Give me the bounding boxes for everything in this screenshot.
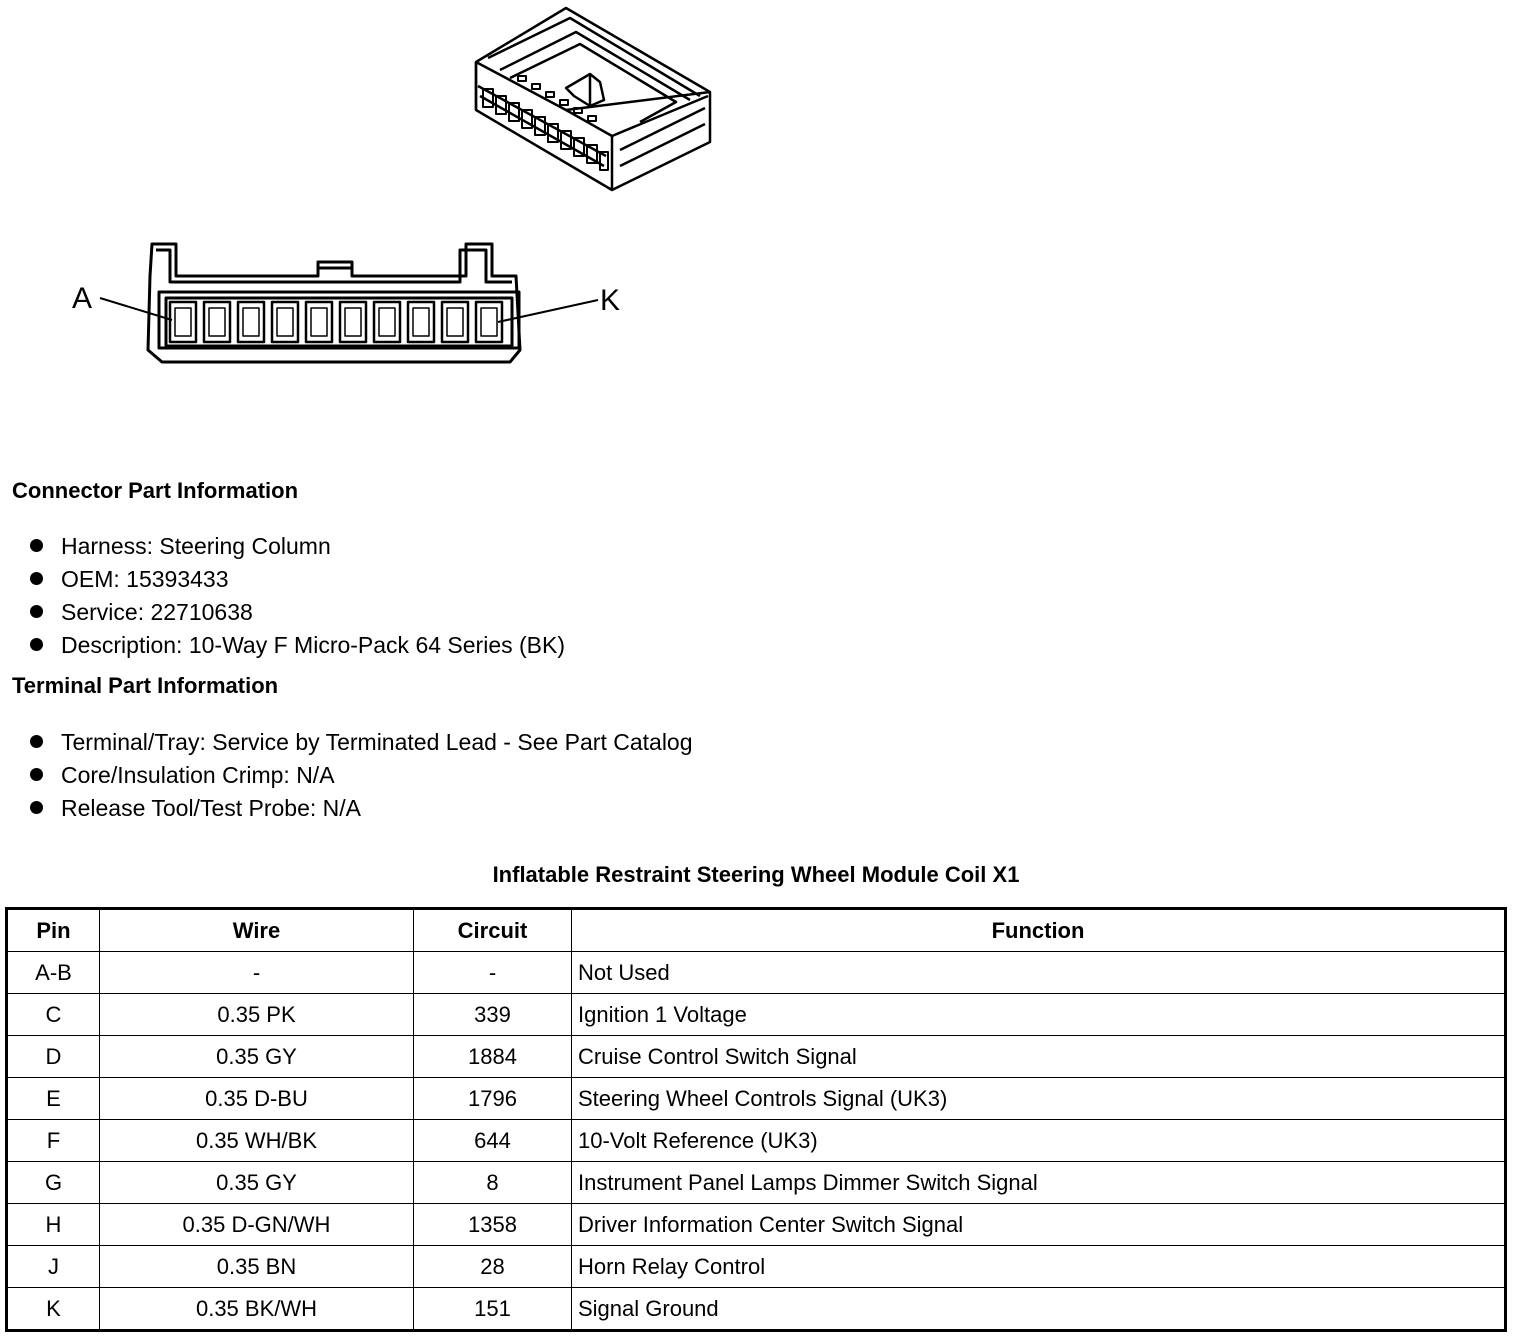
bullet-icon (30, 735, 43, 748)
table-title: Inflatable Restraint Steering Wheel Module Coil X1 (492, 862, 1020, 887)
pin-cell: A-B (7, 952, 100, 994)
list-item: Service: 22710638 (30, 596, 565, 629)
pin-cell: K (7, 1288, 100, 1331)
bullet-icon (30, 572, 43, 585)
circuit-cell: 28 (414, 1246, 572, 1288)
pinout-table (5, 907, 1507, 1332)
function-column-header: Function (572, 909, 1506, 952)
wire-column-header: Wire (100, 909, 414, 952)
bullet-icon (30, 638, 43, 651)
table-row (7, 994, 1506, 1036)
terminal-part-heading: Terminal Part Information (12, 673, 279, 698)
wire-cell: 0.35 BK/WH (100, 1288, 414, 1331)
circuit-cell: 8 (414, 1162, 572, 1204)
circuit-cell: 644 (414, 1120, 572, 1162)
pin-column-header: Pin (7, 909, 100, 952)
circuit-cell: 151 (414, 1288, 572, 1331)
table-row (7, 952, 1506, 994)
bullet-icon (30, 768, 43, 781)
pin-cell: D (7, 1036, 100, 1078)
bullet-icon (30, 605, 43, 618)
table-header-row (7, 909, 1506, 952)
table-row (7, 1078, 1506, 1120)
connector-isometric-drawing (476, 8, 710, 190)
table-row (7, 1204, 1506, 1246)
table-row (7, 1288, 1506, 1331)
function-cell: Not Used (572, 952, 1506, 994)
wire-cell: - (100, 952, 414, 994)
connector-part-list (30, 530, 565, 662)
list-item: Description: 10-Way F Micro-Pack 64 Series (BK) (30, 629, 565, 662)
pin-cell: G (7, 1162, 100, 1204)
wire-cell: 0.35 BN (100, 1246, 414, 1288)
table-row (7, 1246, 1506, 1288)
table-row (7, 1162, 1506, 1204)
pin-k-label: K (600, 284, 621, 317)
function-cell: Driver Information Center Switch Signal (572, 1204, 1506, 1246)
circuit-column-header: Circuit (414, 909, 572, 952)
wire-cell: 0.35 GY (100, 1162, 414, 1204)
connector-figures (0, 0, 1520, 430)
wire-cell: 0.35 GY (100, 1036, 414, 1078)
list-item: Harness: Steering Column (30, 530, 565, 563)
pin-a-label: A (72, 282, 93, 315)
circuit-cell: 1884 (414, 1036, 572, 1078)
connector-part-heading: Connector Part Information (12, 478, 299, 503)
function-cell: Horn Relay Control (572, 1246, 1506, 1288)
list-item: OEM: 15393433 (30, 563, 565, 596)
function-cell: Instrument Panel Lamps Dimmer Switch Signal (572, 1162, 1506, 1204)
table-row (7, 1036, 1506, 1078)
wire-cell: 0.35 PK (100, 994, 414, 1036)
function-cell: 10-Volt Reference (UK3) (572, 1120, 1506, 1162)
pin-cell: F (7, 1120, 100, 1162)
wire-cell: 0.35 D-GN/WH (100, 1204, 414, 1246)
table-row (7, 1120, 1506, 1162)
connector-face-view (100, 244, 598, 362)
pin-cell: J (7, 1246, 100, 1288)
circuit-cell: - (414, 952, 572, 994)
bullet-icon (30, 539, 43, 552)
pin-cell: H (7, 1204, 100, 1246)
circuit-cell: 339 (414, 994, 572, 1036)
pin-cell: C (7, 994, 100, 1036)
terminal-part-list (30, 726, 693, 825)
pin-cell: E (7, 1078, 100, 1120)
bullet-icon (30, 801, 43, 814)
function-cell: Signal Ground (572, 1288, 1506, 1331)
function-cell: Ignition 1 Voltage (572, 994, 1506, 1036)
wire-cell: 0.35 WH/BK (100, 1120, 414, 1162)
list-item: Release Tool/Test Probe: N/A (30, 792, 693, 825)
circuit-cell: 1358 (414, 1204, 572, 1246)
circuit-cell: 1796 (414, 1078, 572, 1120)
function-cell: Steering Wheel Controls Signal (UK3) (572, 1078, 1506, 1120)
list-item: Terminal/Tray: Service by Terminated Lead - See Part Catalog (30, 726, 693, 759)
wire-cell: 0.35 D-BU (100, 1078, 414, 1120)
list-item: Core/Insulation Crimp: N/A (30, 759, 693, 792)
function-cell: Cruise Control Switch Signal (572, 1036, 1506, 1078)
